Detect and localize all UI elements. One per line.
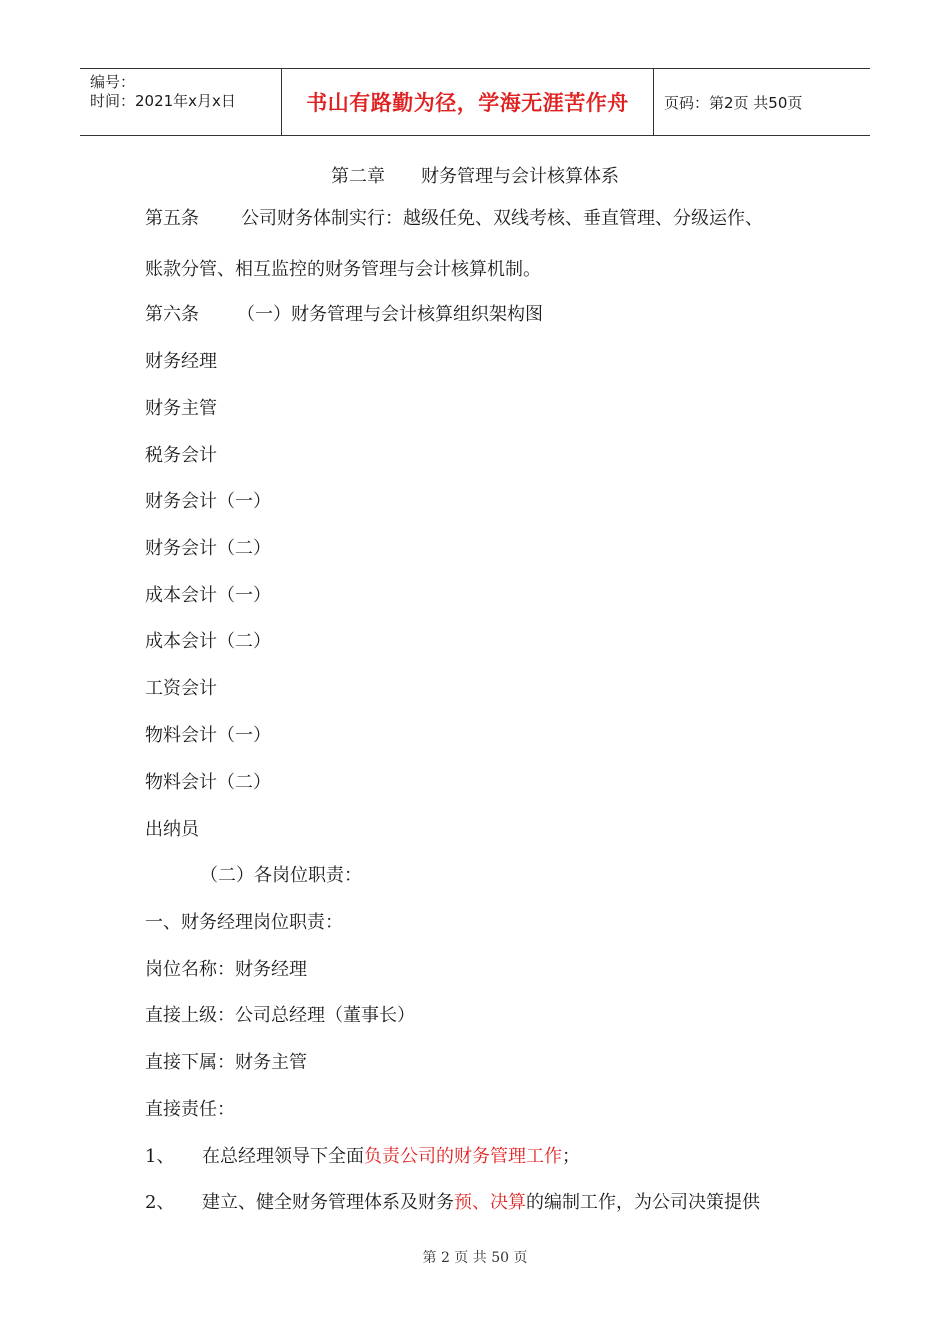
- article-5-text: 公司财务体制实行：越级任免、双线考核、垂直管理、分级运作、: [241, 208, 763, 229]
- article-6-text: （一）财务管理与会计核算组织架构图: [237, 304, 543, 325]
- item-number: 1、: [145, 1146, 175, 1167]
- duties-heading: （二）各岗位职责：: [200, 865, 362, 886]
- article-6: [145, 303, 543, 327]
- duty-item-1: [145, 1145, 580, 1169]
- org-role: 物料会计（一）: [145, 725, 271, 746]
- page-footer: 第 2 页 共 50 页: [422, 1250, 528, 1266]
- org-role: 工资会计: [145, 678, 217, 699]
- article-5-line-1: [145, 207, 763, 231]
- highlighted-text: 负责公司的财务管理工作: [364, 1146, 562, 1167]
- org-role: 出纳员: [145, 819, 199, 840]
- article-5-line-2: 账款分管、相互监控的财务管理与会计核算机制。: [145, 259, 541, 280]
- page-header: [80, 68, 870, 136]
- item-text: 在总经理领导下全面: [202, 1146, 364, 1167]
- direct-superior: 直接上级：公司总经理（董事长）: [145, 1005, 415, 1026]
- chapter-title: 第二章 财务管理与会计核算体系: [331, 166, 619, 187]
- org-role: 成本会计（二）: [145, 631, 271, 652]
- header-page-info: 页码：第2页 共50页: [664, 93, 803, 112]
- org-role: 成本会计（一）: [145, 585, 271, 606]
- org-role: 税务会计: [145, 445, 217, 466]
- highlighted-text: 预、决算: [454, 1192, 526, 1213]
- direct-subordinate: 直接下属：财务主管: [145, 1052, 307, 1073]
- header-meta: [80, 69, 282, 135]
- article-5-label: 第五条: [145, 208, 199, 229]
- org-role: 财务会计（一）: [145, 491, 271, 512]
- direct-responsibility: 直接责任：: [145, 1099, 235, 1120]
- duty-item-2: [145, 1191, 760, 1215]
- item-text: 建立、健全财务管理体系及财务: [202, 1192, 454, 1213]
- doc-number-label: 编号：: [90, 73, 136, 91]
- section-1-heading: 一、财务经理岗位职责：: [145, 912, 343, 933]
- doc-time-label: 时间：2021年x月x日: [90, 92, 236, 110]
- article-6-label: 第六条: [145, 304, 199, 325]
- org-role: 物料会计（二）: [145, 772, 271, 793]
- item-number: 2、: [145, 1192, 175, 1213]
- header-motto: 书山有路勤为径，学海无涯苦作舟: [282, 69, 654, 135]
- org-role: 财务经理: [145, 351, 217, 372]
- item-text: 的编制工作，为公司决策提供: [526, 1192, 760, 1213]
- position-name: 岗位名称：财务经理: [145, 959, 307, 980]
- org-role: 财务会计（二）: [145, 538, 271, 559]
- org-role: 财务主管: [145, 398, 217, 419]
- item-text: ；: [562, 1146, 580, 1167]
